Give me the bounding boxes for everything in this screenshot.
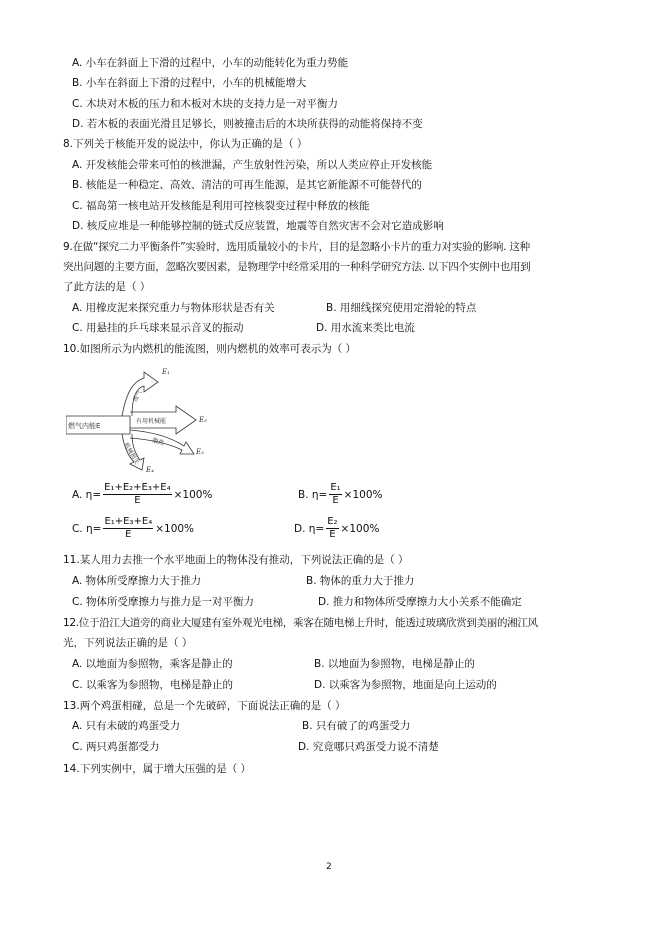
q11-stem: 11.某人用力去推一个水平地面上的物体没有推动，下列说法正确的是（ ）: [63, 554, 409, 566]
q8-option-d: D. 核反应堆是一种能够控制的链式反应装置，地震等自然灾害不会对它造成影响: [72, 220, 444, 232]
q9-option-a: A. 用橡皮泥来探究重力与物体形状是否有关: [72, 302, 275, 314]
q13-option-a: A. 只有未破的鸡蛋受力: [72, 720, 181, 732]
q9-stem-line-3: 了此方法的是（ ）: [63, 281, 151, 293]
q13-option-d: D. 究竟哪只鸡蛋受力说不清楚: [298, 741, 439, 753]
label-mechanical-loss: 机械损失: [122, 441, 141, 466]
q12-option-d: D. 以乘客为参照物，地面是向上运动的: [314, 679, 497, 691]
q12-option-b: B. 以地面为参照物，电梯是静止的: [314, 658, 475, 670]
q12-option-a: A. 以地面为参照物，乘客是静止的: [72, 658, 233, 670]
q11-option-b: B. 物体的重力大于推力: [306, 575, 415, 587]
q7-option-c: C. 木块对木板的压力和木板对木块的支持力是一对平衡力: [72, 98, 339, 110]
label-waste-gas: 废气: [131, 389, 144, 403]
q9-option-c: C. 用悬挂的乒乓球来显示音叉的振动: [72, 322, 244, 334]
q11-option-a: A. 物体所受摩擦力大于推力: [72, 575, 202, 587]
q10-d-prefix: D. η=: [294, 522, 325, 535]
q8-option-b: B. 核能是一种稳定、高效、清洁的可再生能源，是其它新能源不可能替代的: [72, 179, 422, 191]
q10-b-prefix: B. η=: [298, 488, 328, 501]
page-number: 2: [326, 862, 332, 872]
q10-d-denominator: E: [329, 529, 336, 540]
q10-a-denominator: E: [134, 495, 141, 506]
q10-c-numerator: E₁+E₃+E₄: [104, 516, 153, 527]
label-e4: E₄: [146, 466, 154, 474]
label-heat: 散热: [151, 437, 165, 448]
q10-a-suffix: ×100%: [173, 488, 213, 501]
q10-b-suffix: ×100%: [343, 488, 383, 501]
q10-a-prefix: A. η=: [72, 488, 102, 501]
q10-c-suffix: ×100%: [155, 522, 195, 535]
q8-option-c: C. 福岛第一核电站开发核能是利用可控核裂变过程中释放的核能: [72, 200, 370, 212]
q8-stem: 8.下列关于核能开发的说法中，你认为正确的是（ ）: [63, 138, 308, 150]
q11-option-d: D. 推力和物体所受摩擦力大小关系不能确定: [318, 596, 522, 608]
q12-stem-line-2: 光，下列说法正确的是（ ）: [63, 637, 193, 649]
q10-d-suffix: ×100%: [340, 522, 380, 535]
q10-b-denominator: E: [332, 495, 339, 506]
q10-d-numerator: E₂: [327, 516, 338, 527]
q10-stem: 10.如图所示为内燃机的能流图，则内燃机的效率可表示为（ ）: [63, 343, 357, 355]
q13-option-b: B. 只有破了的鸡蛋受力: [302, 720, 411, 732]
label-useful-work: 有用机械能: [136, 418, 167, 425]
q13-option-c: C. 两只鸡蛋都受力: [72, 741, 160, 753]
input-label: 燃气内能E: [68, 422, 101, 430]
q10-option-c: [72, 516, 194, 541]
q13-stem: 13.两个鸡蛋相碰，总是一个先破碎，下面说法正确的是（ ）: [63, 700, 346, 712]
q14-stem: 14.下列实例中，属于增大压强的是（ ）: [63, 763, 252, 775]
q11-option-c: C. 物体所受摩擦力与推力是一对平衡力: [72, 596, 255, 608]
q10-a-numerator: E₁+E₂+E₃+E₄: [104, 482, 171, 493]
q10-option-d: [294, 516, 379, 541]
q10-option-a: [72, 482, 212, 507]
label-e3: E₃: [196, 448, 204, 456]
q10-b-numerator: E₁: [330, 482, 341, 493]
q12-stem-line-1: 12.位于沿江大道旁的商业大厦建有室外观光电梯，乘客在随电梯上升时，能透过玻璃欣赏到美丽的湘江风: [63, 617, 538, 629]
q10-c-prefix: C. η=: [72, 522, 102, 535]
q8-option-a: A. 开发核能会带来可怕的核泄漏，产生放射性污染，所以人类应停止开发核能: [72, 159, 433, 171]
q7-option-d: D. 若木板的表面光滑且足够长，则被撞击后的木块所获得的动能将保持不变: [72, 118, 423, 130]
energy-flow-diagram: [66, 364, 226, 474]
q7-option-a: A. 小车在斜面上下滑的过程中，小车的动能转化为重力势能: [72, 57, 349, 69]
label-e1: E₁: [162, 368, 170, 376]
label-e2: E₂: [199, 416, 207, 424]
q9-option-b: B. 用细线探究使用定滑轮的特点: [326, 302, 477, 314]
q7-option-b: B. 小车在斜面上下滑的过程中，小车的机械能增大: [72, 77, 307, 89]
q9-option-d: D. 用水流来类比电流: [316, 322, 415, 334]
q10-c-denominator: E: [125, 529, 132, 540]
q10-option-b: [298, 482, 383, 507]
q9-stem-line-1: 9.在做“探究二力平衡条件”实验时，选用质量较小的卡片，目的是忽略小卡片的重力对实验的影响. 这种: [63, 241, 530, 253]
q9-stem-line-2: 突出问题的主要方面，忽略次要因素，是物理学中经常采用的一种科学研究方法. 以下四个实例中也用到: [63, 261, 531, 273]
q12-option-c: C. 以乘客为参照物，电梯是静止的: [72, 679, 234, 691]
